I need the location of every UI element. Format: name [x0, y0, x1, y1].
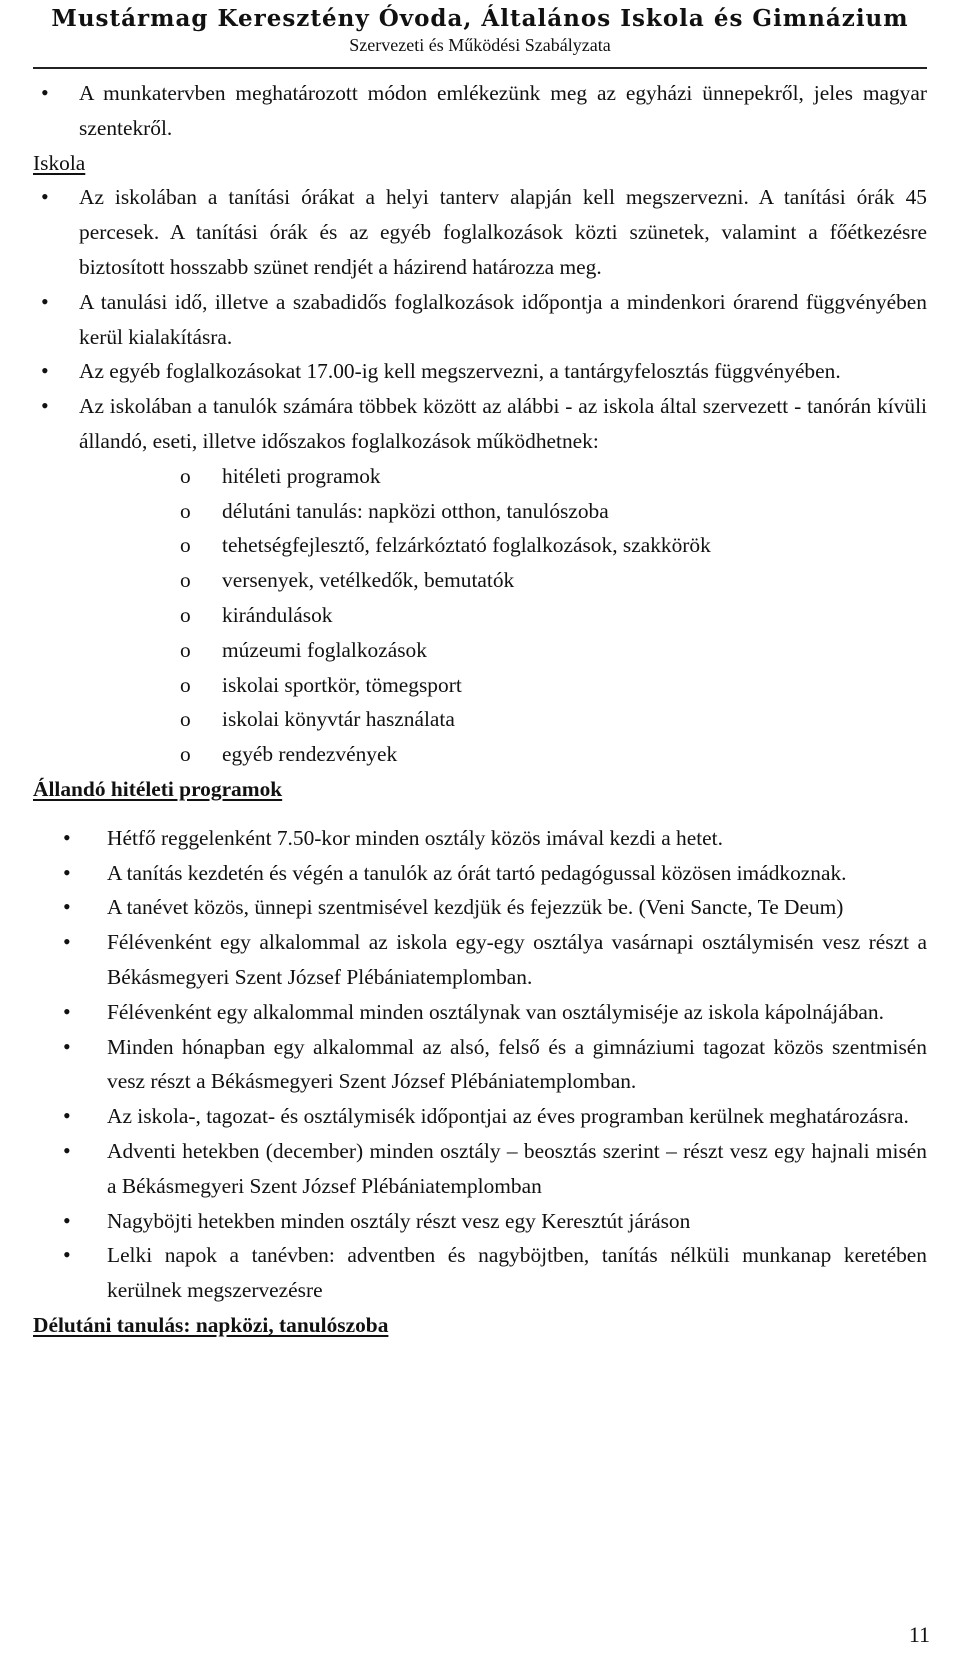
list-item: • Lelki napok a tanévben: adventben és nagyböjtben, tanítás nélküli munkanap keretében kerülnek megszervezésre	[107, 1238, 927, 1308]
sublist-item: o tehetségfejlesztő, felzárkóztató foglalkozások, szakkörök	[222, 528, 960, 563]
list-item: • A tanévet közös, ünnepi szentmisével kezdjük és fejezzük be. (Veni Sancte, Te Deum)	[107, 890, 927, 925]
activities-sublist	[0, 459, 960, 772]
header-title: Mustármag Keresztény Óvoda, Általános Iskola és Gimnázium	[51, 5, 909, 32]
list-item: • A tanulási idő, illetve a szabadidős foglalkozások időpontja a mindenkori órarend függvényében kerül kialakításra.	[79, 285, 927, 355]
section-heading-allando: Állandó hitéleti programok	[33, 776, 283, 801]
sublist-item: o egyéb rendezvények	[222, 737, 960, 772]
list-item: • Félévenként egy alkalommal az iskola egy-egy osztálya vasárnapi osztálymisén vesz részt a Békásmegyeri Szent József Plébániatemplomban.	[107, 925, 927, 995]
allando-list	[0, 821, 960, 1308]
list-item: • Az iskolában a tanulók számára többek között az alábbi - az iskola által szervezett - tanórán kívüli állandó, eseti, illetve időszakos foglalkozások működhetnek:	[79, 389, 927, 459]
header-subtitle: Szervezeti és Működési Szabályzata	[349, 35, 611, 55]
section-heading-iskola: Iskola	[33, 150, 86, 175]
document-body	[0, 76, 960, 1343]
list-item: • A munkatervben meghatározott módon emlékezünk meg az egyházi ünnepekről, jeles magyar szentekről.	[79, 76, 927, 146]
iskola-list	[0, 180, 960, 458]
sublist-item: o versenyek, vetélkedők, bemutatók	[222, 563, 960, 598]
list-item: • Félévenként egy alkalommal minden osztálynak van osztálymiséje az iskola kápolnájában.	[107, 995, 927, 1030]
sublist-item: o iskolai sportkör, tömegsport	[222, 668, 960, 703]
list-item: • A tanítás kezdetén és végén a tanulók az órát tartó pedagógussal közösen imádkoznak.	[107, 856, 927, 891]
sublist-item: o iskolai könyvtár használata	[222, 702, 960, 737]
sublist-item: o hitéleti programok	[222, 459, 960, 494]
list-item: • Az iskola-, tagozat- és osztálymisék időpontjai az éves programban kerülnek meghatározásra.	[107, 1099, 927, 1134]
sublist-item: o délutáni tanulás: napközi otthon, tanulószoba	[222, 494, 960, 529]
list-item: • Az egyéb foglalkozásokat 17.00-ig kell megszervezni, a tantárgyfelosztás függvényében.	[79, 354, 927, 389]
page-header	[0, 4, 960, 56]
list-item: • Az iskolában a tanítási órákat a helyi tanterv alapján kell megszervezni. A tanítási órák 45 percesek. A tanítási órák és az egyéb foglalkozások közti szünetek, valamint a főétkezésre biztosított hosszabb szünet rendjét a házirend határozza meg.	[79, 180, 927, 284]
list-item: • Minden hónapban egy alkalommal az alsó, felső és a gimnáziumi tagozat közös szentmisén vesz részt a Békásmegyeri Szent József Plébániatemplomban.	[107, 1030, 927, 1100]
sublist-item: o kirándulások	[222, 598, 960, 633]
intro-list	[0, 76, 960, 146]
list-item: • Hétfő reggelenként 7.50-kor minden osztály közös imával kezdi a hetet.	[107, 821, 927, 856]
header-divider	[33, 67, 927, 69]
list-item: • Adventi hetekben (december) minden osztály – beosztás szerint – részt vesz egy hajnali misén a Békásmegyeri Szent József Plébániatemplomban	[107, 1134, 927, 1204]
list-item: • Nagyböjti hetekben minden osztály részt vesz egy Keresztút járáson	[107, 1204, 927, 1239]
section-heading-delutani: Délutáni tanulás: napközi, tanulószoba	[33, 1312, 389, 1337]
page-number: 11	[908, 1622, 930, 1647]
sublist-item: o múzeumi foglalkozások	[222, 633, 960, 668]
